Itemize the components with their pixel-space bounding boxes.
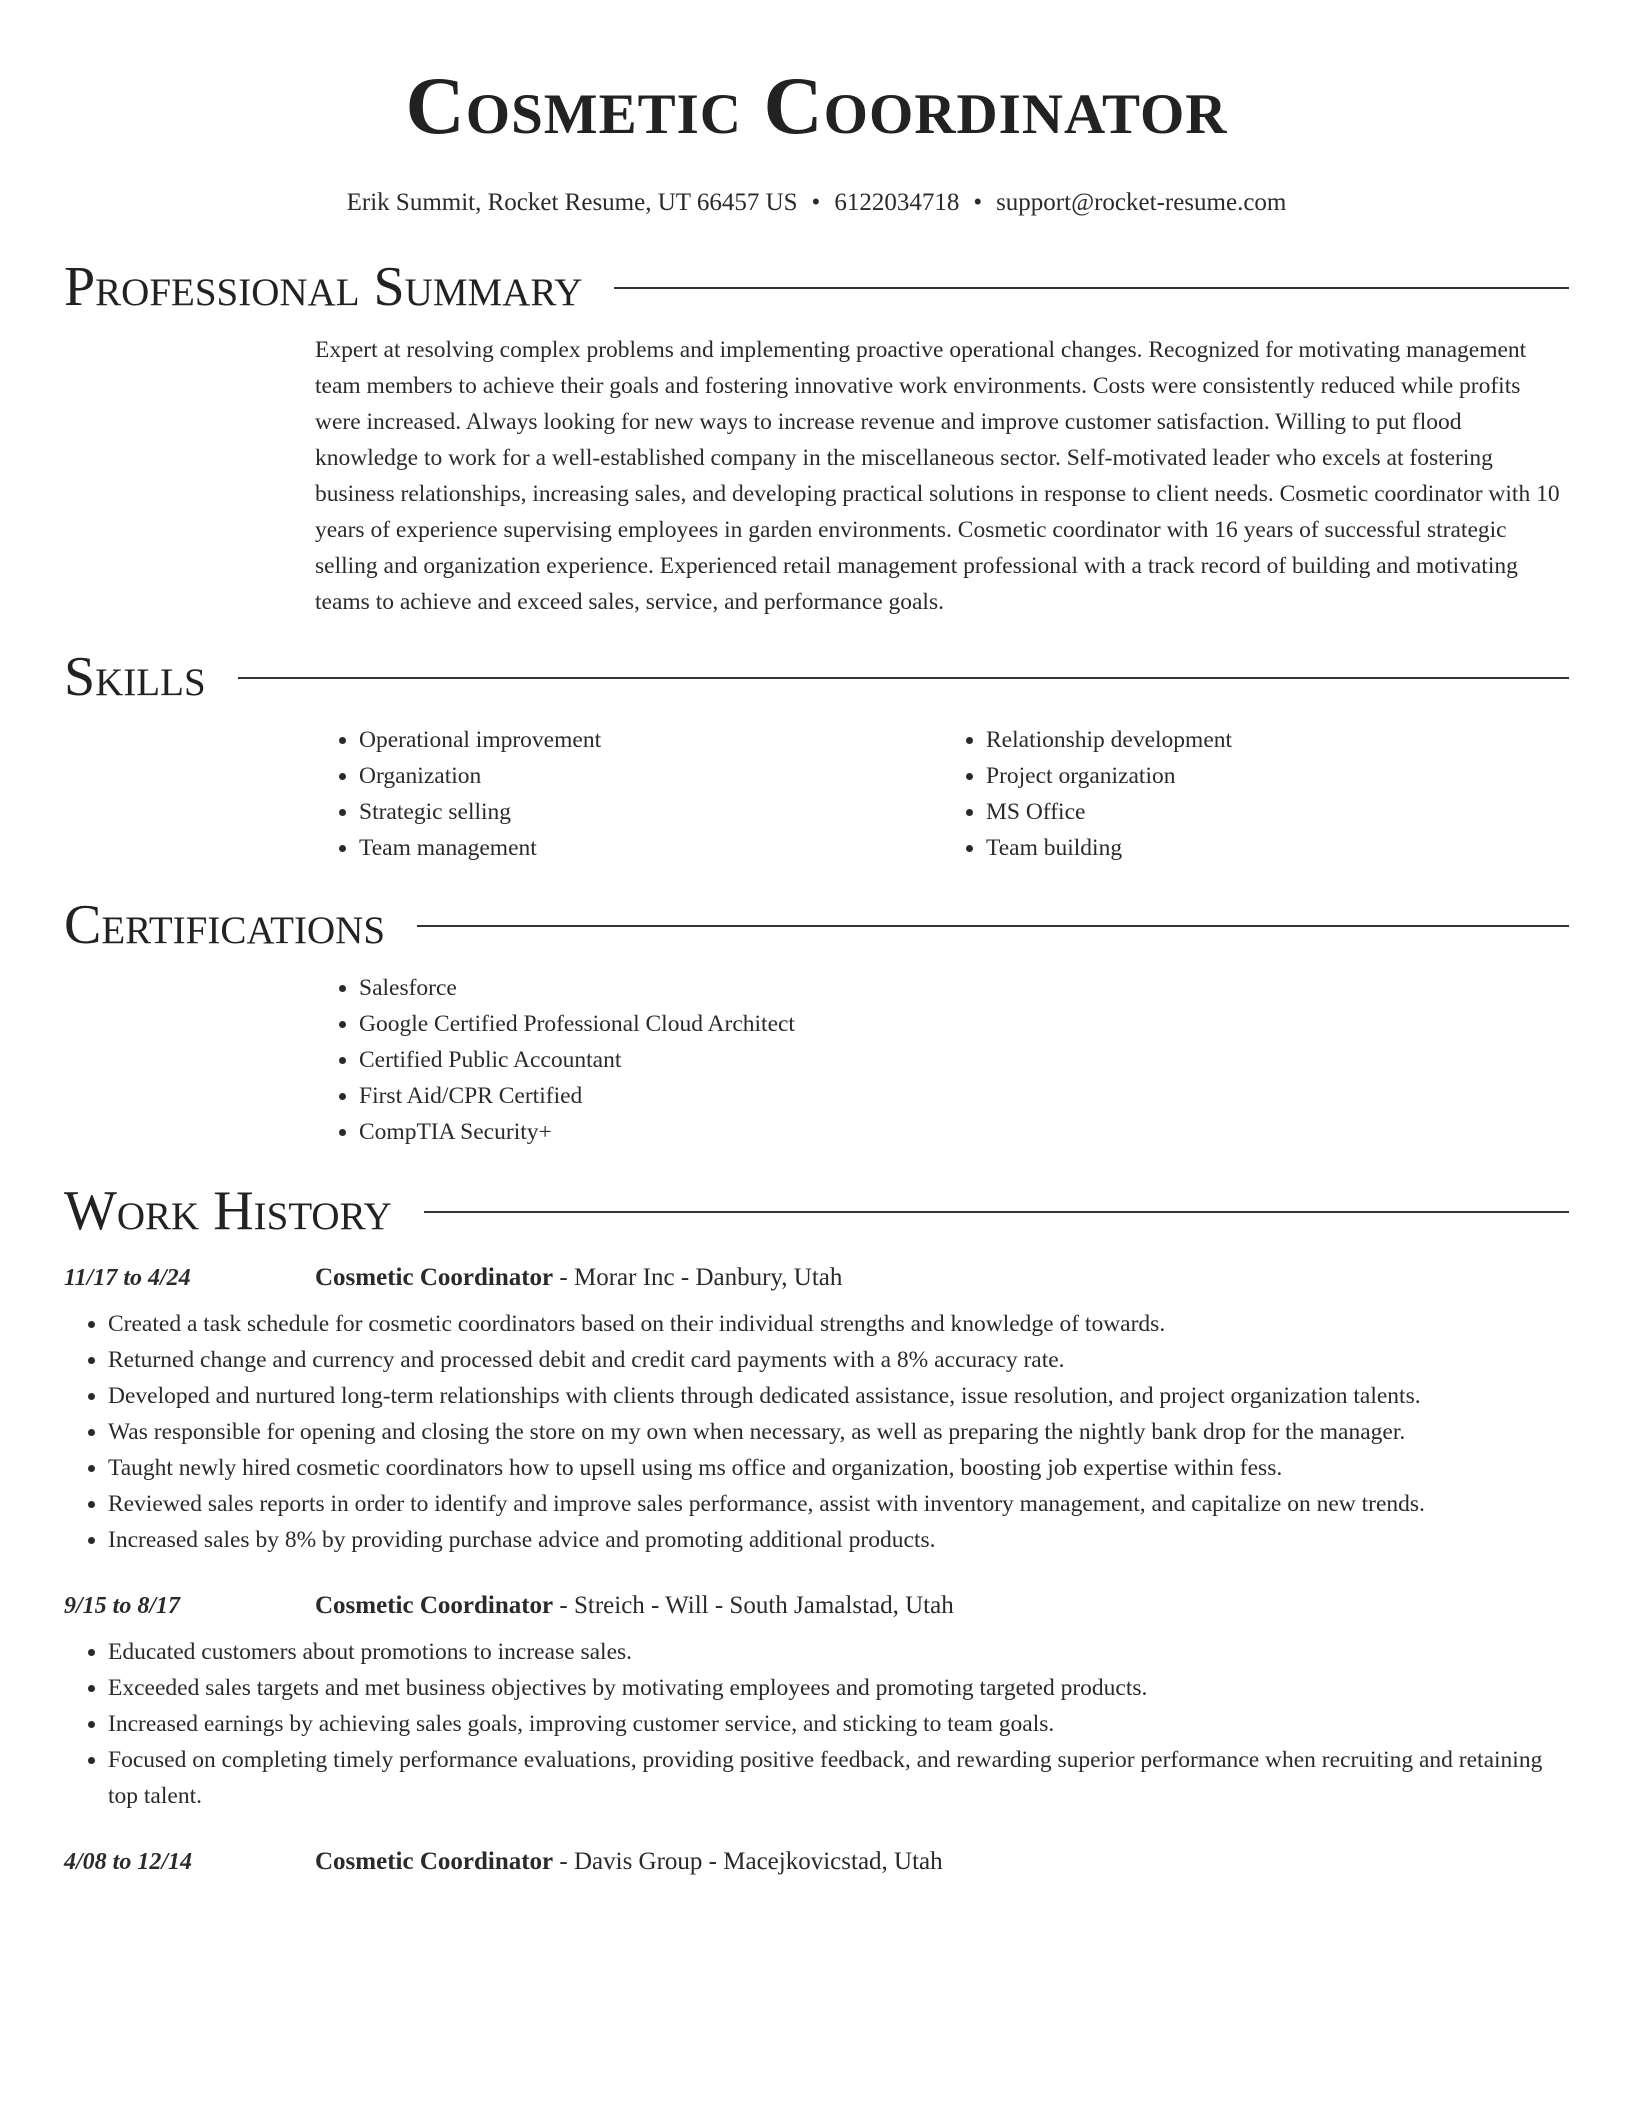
skill-item: • Strategic selling (359, 794, 942, 830)
job-bullet: • Educated customers about promotions to increase sales. (108, 1634, 1569, 1670)
job-bullet: • Taught newly hired cosmetic coordinators how to upsell using ms office and organization, boosting job expertise within fess. (108, 1450, 1569, 1486)
resume-title: Cosmetic Coordinator (405, 60, 1228, 151)
job-bullet: • Increased earnings by achieving sales goals, improving customer service, and sticking to team goals. (108, 1706, 1569, 1742)
job-bullets (64, 1634, 1569, 1814)
certification-item: • Google Certified Professional Cloud Architect (359, 1006, 1569, 1042)
job-entry (64, 1592, 1569, 1814)
job-role: Cosmetic Coordinator (315, 1592, 554, 1619)
job-bullet: • Focused on completing timely performance evaluations, providing positive feedback, and rewarding superior performance when recruiting and retaining top talent. (108, 1742, 1569, 1814)
certification-item: • Certified Public Accountant (359, 1042, 1569, 1078)
section-divider (417, 925, 1569, 927)
resume-page (64, 0, 1569, 1876)
contact-address: Erik Summit, Rocket Resume, UT 66457 US (346, 189, 798, 216)
job-bullet: • Reviewed sales reports in order to identify and improve sales performance, assist with inventory management, and capitalize on new trends. (108, 1486, 1569, 1522)
skills-column-left (315, 722, 942, 866)
skill-item: • Relationship development (986, 722, 1569, 758)
certification-item: • First Aid/CPR Certified (359, 1078, 1569, 1114)
summary-header (64, 256, 1569, 318)
separator-dot: • (811, 189, 821, 216)
job-title (315, 1848, 943, 1876)
job-bullet: • Developed and nurtured long-term relationships with clients through dedicated assistance, issue resolution, and project organization talents. (108, 1378, 1569, 1414)
section-divider (238, 677, 1569, 679)
certification-item: • Salesforce (359, 970, 1569, 1006)
job-title (315, 1592, 954, 1620)
separator-dot: • (973, 189, 983, 216)
skills-heading: Skills (64, 646, 206, 708)
job-role: Cosmetic Coordinator (315, 1264, 554, 1291)
certifications-header (64, 894, 1569, 956)
job-header (64, 1848, 1569, 1876)
work-history-header (64, 1180, 1569, 1242)
work-history-heading: Work History (64, 1180, 392, 1242)
skill-item: • Team management (359, 830, 942, 866)
job-company-location: - Davis Group - Macejkovicstad, Utah (553, 1848, 943, 1875)
skill-item: • Project organization (986, 758, 1569, 794)
summary-heading: Professional Summary (64, 256, 583, 318)
skill-item: • Organization (359, 758, 942, 794)
certification-item: • CompTIA Security+ (359, 1114, 1569, 1150)
certifications-section (315, 970, 1569, 1150)
skills-column-right (942, 722, 1569, 866)
job-bullet: • Created a task schedule for cosmetic coordinators based on their individual strengths and knowledge of towards. (108, 1306, 1569, 1342)
skill-item: • Operational improvement (359, 722, 942, 758)
job-entry (64, 1848, 1569, 1876)
summary-section (315, 332, 1569, 620)
skills-list (315, 722, 1569, 866)
job-dates: 11/17 to 4/24 (64, 1265, 191, 1291)
contact-line (64, 188, 1569, 218)
section-divider (424, 1211, 1569, 1213)
job-company-location: - Streich - Will - South Jamalstad, Utah (553, 1592, 954, 1619)
job-bullet: • Increased sales by 8% by providing purchase advice and promoting additional products. (108, 1522, 1569, 1558)
job-entry (64, 1264, 1569, 1558)
skills-header (64, 646, 1569, 708)
job-header (64, 1592, 1569, 1620)
job-dates: 9/15 to 8/17 (64, 1593, 181, 1619)
job-bullet: • Was responsible for opening and closing the store on my own when necessary, as well as preparing the nightly bank drop for the manager. (108, 1414, 1569, 1450)
contact-email[interactable]: support@rocket-resume.com (996, 189, 1287, 216)
section-divider (614, 287, 1569, 289)
job-company-location: - Morar Inc - Danbury, Utah (553, 1264, 843, 1291)
job-bullet: • Returned change and currency and processed debit and credit card payments with a 8% accuracy rate. (108, 1342, 1569, 1378)
job-header (64, 1264, 1569, 1292)
contact-phone: 6122034718 (834, 189, 960, 216)
summary-text: Expert at resolving complex problems and implementing proactive operational changes. Recognized for motivating management team members to achieve their goals and fostering innovative work environments. Costs were consistently reduced while profits were increased. Always looking for new ways to increase revenue and improve customer satisfaction. Willing to put flood knowledge to work for a well-established company in the miscellaneous sector. Self-motivated leader who excels at fostering business relationships, increasing sales, and developing practical solutions in response to client needs. Cosmetic coordinator with 10 years of experience supervising employees in garden environments. Cosmetic coordinator with 16 years of successful strategic selling and organization experience. Experienced retail management professional with a track record of building and motivating teams to achieve and exceed sales, service, and performance goals. (315, 337, 1560, 615)
skill-item: • Team building (986, 830, 1569, 866)
job-role: Cosmetic Coordinator (315, 1848, 554, 1875)
job-dates: 4/08 to 12/14 (64, 1849, 193, 1875)
job-bullet: • Exceeded sales targets and met business objectives by motivating employees and promoting targeted products. (108, 1670, 1569, 1706)
certifications-heading: Certifications (64, 894, 386, 956)
skill-item: • MS Office (986, 794, 1569, 830)
certifications-list (315, 970, 1569, 1150)
job-title (315, 1264, 842, 1292)
job-bullets (64, 1306, 1569, 1558)
